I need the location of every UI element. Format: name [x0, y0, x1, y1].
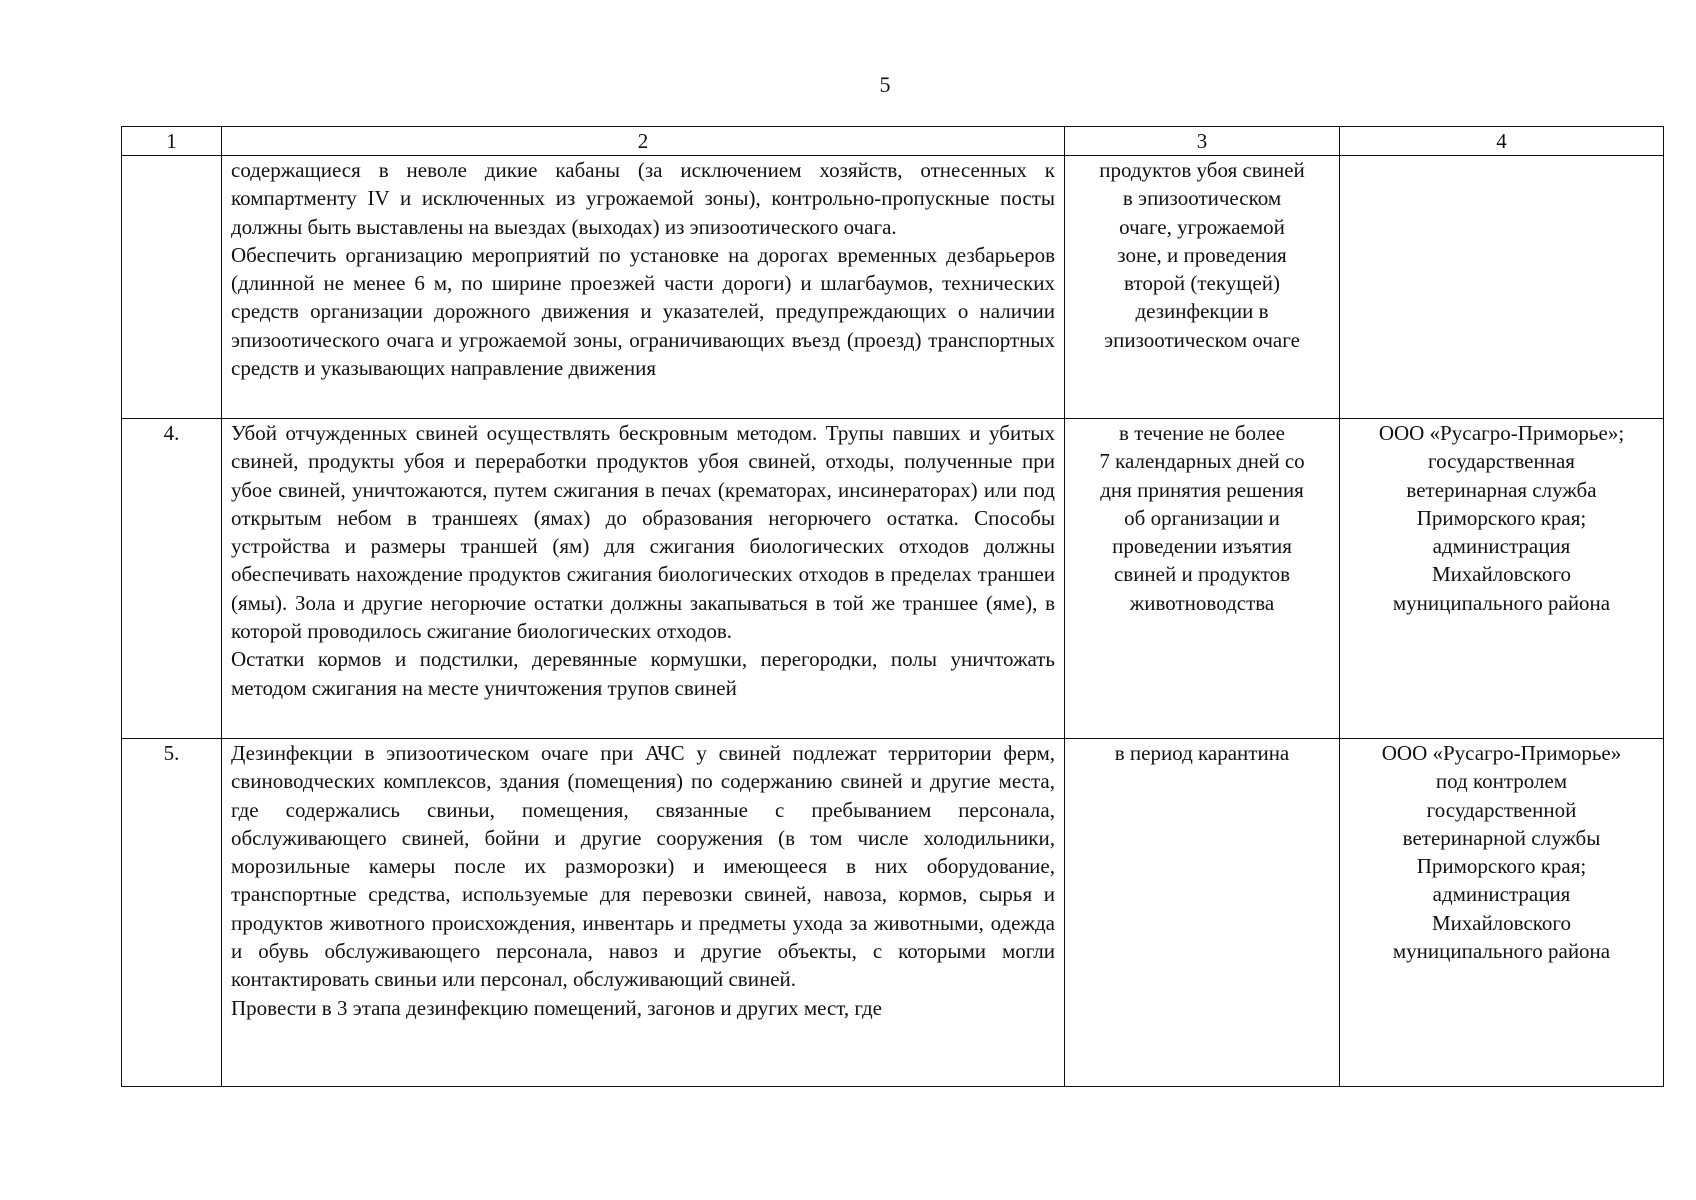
responsible-cell: ООО «Русагро-Приморье» под контролем государственной ветеринарной службы Приморского края; администрация Михайловского муниципального района: [1340, 739, 1664, 1087]
paragraph: Обеспечить организацию мероприятий по установке на дорогах временных дезбарьеров (длинной не менее 6 м, по ширине проезжей части дороги) и шлагбаумов, технических средств организации дорожного движения и указателей, предупреждающих о наличии эпизоотического очага и угрожаемой зоны, ограничивающих въезд (проезд) транспортных средств и указывающих направление движения: [231, 242, 1055, 381]
header-col-2: 2: [222, 127, 1065, 156]
paragraph: Убой отчужденных свиней осуществлять бескровным методом. Трупы павших и убитых свиней, продукты убоя и переработки продуктов убоя свиней, отходы, полученные при убое свиней, уничтожаются, путем сжигания в печах (крематорах, инсинераторах) или под открытым небом в траншеях (ямах) до образования негорючего остатка. Способы устройства и размеры траншей (ям) для сжигания биологических отходов должны обеспечивать нахождение продуктов сжигания биологических отходов в пределах траншеи (ямы). Зола и другие негорючие остатки должны закапываться в той же траншее (яме), в которой проводилось сжигание биологических отходов.: [231, 421, 1055, 644]
measure-text: [222, 419, 1065, 739]
responsible-cell: ООО «Русагро-Приморье»; государственная ветеринарная служба Приморского края; администрация Михайловского муниципального района: [1340, 419, 1664, 739]
responsible-cell: [1340, 156, 1664, 419]
paragraph: Дезинфекции в эпизоотическом очаге при АЧС у свиней подлежат территории ферм, свиноводческих комплексов, здания (помещения) по содержанию свиней и другие места, где содержались свиньи, помещения, связанные с пребыванием персонала, обслуживающего свиней, бойни и другие сооружения (в том числе холодильники, морозильные камеры после их разморозки) и имеющееся в них оборудование, транспортные средства, используемые для перевозки свиней, навоза, кормов, сырья и продуктов животного происхождения, инвентарь и предметы ухода за животными, одежда и обувь обслуживающего персонала, навоз и другие объекты, с которыми могли контактировать свиньи или персонал, обслуживающий свиней.: [231, 741, 1055, 992]
term-cell: продуктов убоя свиней в эпизоотическом очаге, угрожаемой зоне, и проведения второй (текущей) дезинфекции в эпизоотическом очаге: [1065, 156, 1340, 419]
page-number: 5: [879, 72, 891, 97]
measure-text: [222, 156, 1065, 419]
table-row: [122, 419, 1664, 739]
row-number: 5.: [122, 739, 222, 1087]
table-row: [122, 156, 1664, 419]
header-col-4: 4: [1340, 127, 1664, 156]
row-number: [122, 156, 222, 419]
table-row: [122, 739, 1664, 1087]
header-col-3: 3: [1065, 127, 1340, 156]
paragraph: Провести в 3 этапа дезинфекцию помещений, загонов и других мест, где: [231, 995, 882, 1020]
table-header-row: [122, 127, 1664, 156]
paragraph: содержащиеся в неволе дикие кабаны (за исключением хозяйств, отнесенных к компартменту IV и исключенных из угрожаемой зоны), контрольно-пропускные посты должны быть выставлены на выездах (выходах) из эпизоотического очага.: [231, 158, 1055, 239]
row-number: 4.: [122, 419, 222, 739]
term-cell: в период карантина: [1065, 739, 1340, 1087]
header-col-1: 1: [122, 127, 222, 156]
term-cell: в течение не более 7 календарных дней со дня принятия решения об организации и проведении изъятия свиней и продуктов животноводства: [1065, 419, 1340, 739]
measures-table: [121, 126, 1664, 1087]
paragraph: Остатки кормов и подстилки, деревянные кормушки, перегородки, полы уничтожать методом сжигания на месте уничтожения трупов свиней: [231, 647, 1055, 700]
measure-text: [222, 739, 1065, 1087]
